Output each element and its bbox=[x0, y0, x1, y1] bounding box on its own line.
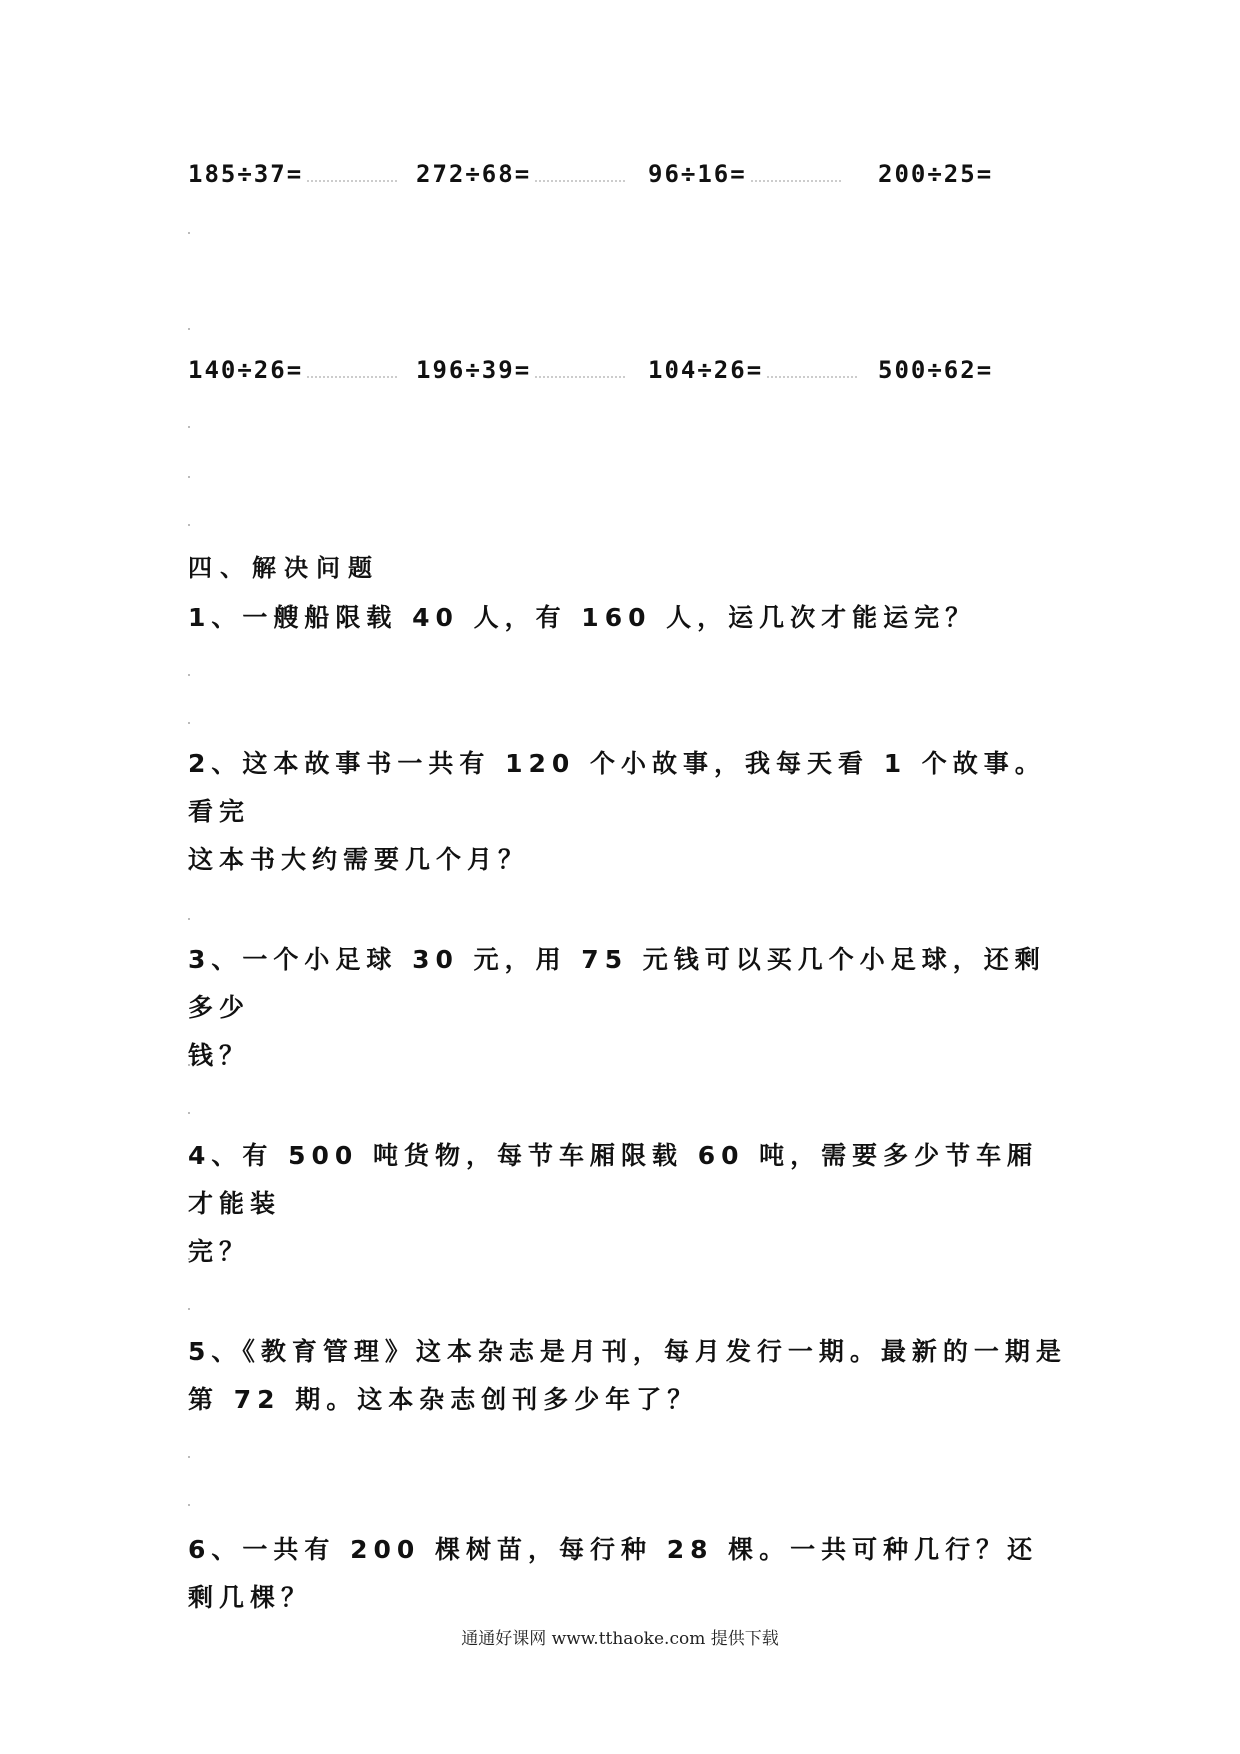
section-title: 四、解决问题 bbox=[188, 554, 380, 582]
scan-dot bbox=[188, 722, 190, 724]
calc-item bbox=[188, 356, 397, 384]
calc-item bbox=[878, 160, 993, 188]
answer-blank bbox=[535, 179, 625, 182]
problem-6 bbox=[188, 1526, 1068, 1622]
scan-dot bbox=[188, 232, 190, 234]
problem-line: 5、《教育管理》这本杂志是月刊，每月发行一期。最新的一期是 bbox=[188, 1337, 1067, 1366]
calc-row-2 bbox=[188, 356, 1048, 396]
scan-dot bbox=[188, 328, 190, 330]
calc-item bbox=[416, 160, 625, 188]
problem-5 bbox=[188, 1328, 1068, 1424]
problem-3 bbox=[188, 936, 1068, 1080]
calc-item bbox=[648, 160, 841, 188]
problem-line: 4、有 500 吨货物，每节车厢限载 60 吨，需要多少节车厢才能装 bbox=[188, 1141, 1039, 1218]
problem-line: 这本书大约需要几个月？ bbox=[188, 845, 530, 874]
problem-line: 2、这本故事书一共有 120 个小故事，我每天看 1 个故事。看完 bbox=[188, 749, 1046, 826]
calc-expression: 200÷25= bbox=[878, 160, 994, 188]
calc-expression: 500÷62= bbox=[878, 356, 994, 384]
problem-line: 3、一个小足球 30 元，用 75 元钱可以买几个小足球，还剩多少 bbox=[188, 945, 1046, 1022]
answer-blank bbox=[767, 375, 857, 378]
calc-expression: 140÷26= bbox=[188, 356, 304, 384]
footer-credit: 通通好课网 www.tthaoke.com 提供下载 bbox=[461, 1629, 779, 1649]
answer-blank bbox=[751, 179, 841, 182]
scan-dot bbox=[188, 1456, 190, 1458]
answer-blank bbox=[307, 375, 397, 378]
calc-item bbox=[878, 356, 993, 384]
calc-row-1 bbox=[188, 160, 1048, 200]
scan-dot bbox=[188, 1504, 190, 1506]
problem-4 bbox=[188, 1132, 1068, 1276]
calc-expression: 196÷39= bbox=[416, 356, 532, 384]
problem-line: 6、一共有 200 棵树苗，每行种 28 棵。一共可种几行？还剩几棵？ bbox=[188, 1535, 1039, 1612]
answer-blank bbox=[535, 375, 625, 378]
scan-dot bbox=[188, 674, 190, 676]
calc-item bbox=[188, 160, 397, 188]
calc-item bbox=[416, 356, 625, 384]
calc-expression: 96÷16= bbox=[648, 160, 747, 188]
problem-2 bbox=[188, 740, 1068, 884]
answer-blank bbox=[307, 179, 397, 182]
scan-dot bbox=[188, 524, 190, 526]
scan-dot bbox=[188, 1112, 190, 1114]
problem-line: 完？ bbox=[188, 1237, 251, 1266]
problem-1 bbox=[188, 594, 1068, 642]
calc-expression: 185÷37= bbox=[188, 160, 304, 188]
scan-dot bbox=[188, 918, 190, 920]
calc-item bbox=[648, 356, 857, 384]
problem-line: 第 72 期。这本杂志创刊多少年了？ bbox=[188, 1385, 699, 1414]
problem-line: 钱？ bbox=[188, 1041, 251, 1070]
calc-expression: 272÷68= bbox=[416, 160, 532, 188]
scan-dot bbox=[188, 476, 190, 478]
scan-dot bbox=[188, 1308, 190, 1310]
scan-dot bbox=[188, 426, 190, 428]
calc-expression: 104÷26= bbox=[648, 356, 764, 384]
problem-line: 1、一艘船限载 40 人，有 160 人，运几次才能运完？ bbox=[188, 603, 977, 632]
